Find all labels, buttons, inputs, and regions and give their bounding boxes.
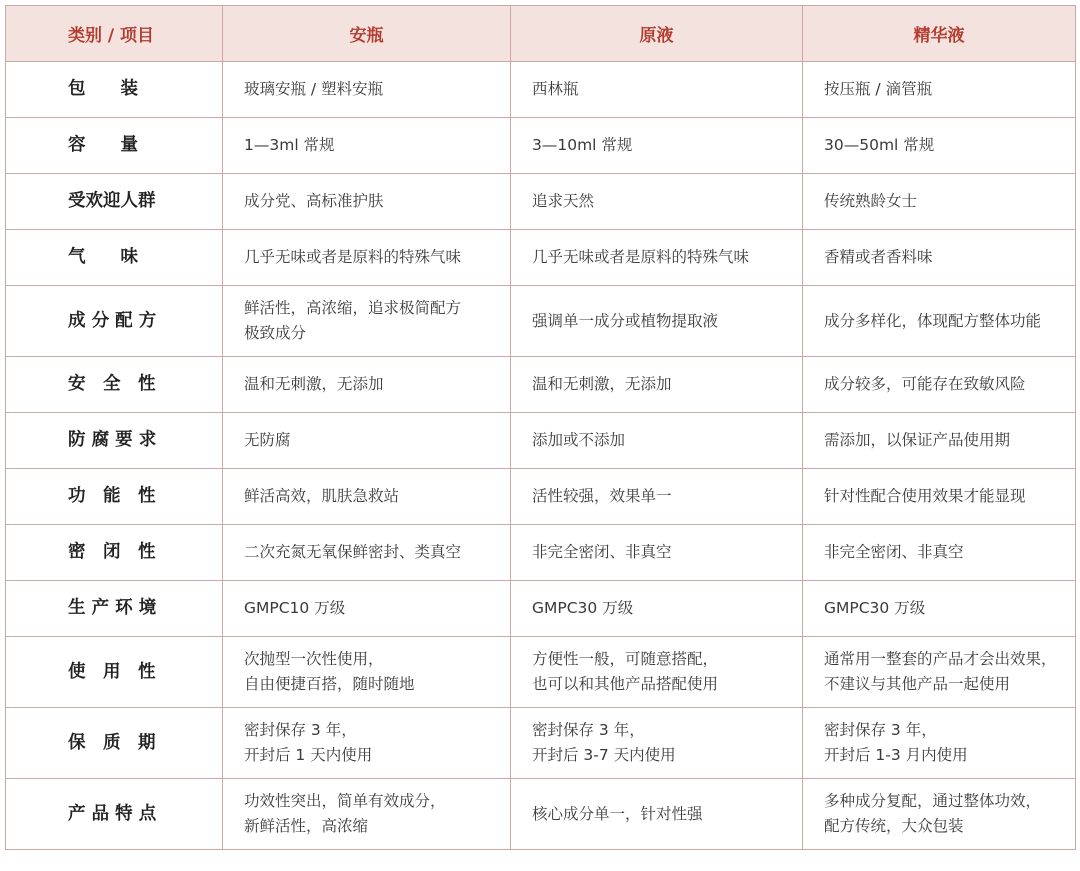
row-category-label	[6, 779, 223, 850]
stock-solution-cell-line: GMPC30 万级	[532, 599, 634, 617]
ampoule-cell	[223, 357, 511, 413]
stock-solution-cell	[511, 174, 803, 230]
header-category: 类别 / 项目	[6, 6, 223, 62]
ampoule-cell	[223, 779, 511, 850]
ampoule-cell-line: 1—3ml 常规	[244, 136, 335, 154]
stock-solution-cell-line: 3—10ml 常规	[532, 136, 633, 154]
stock-solution-cell-line: 非完全密闭、非真空	[532, 543, 672, 561]
stock-solution-cell	[511, 708, 803, 779]
ampoule-cell-line: 自由便捷百搭，随时随地	[244, 675, 415, 693]
ampoule-cell-line: 玻璃安瓶 / 塑料安瓶	[244, 80, 384, 98]
row-category-text: 包 装	[68, 79, 138, 99]
essence-cell-line: 按压瓶 / 滴管瓶	[824, 80, 933, 98]
table-row	[6, 357, 1076, 413]
row-category-text: 产 品 特 点	[68, 803, 157, 824]
row-category-label	[6, 581, 223, 637]
stock-solution-cell	[511, 469, 803, 525]
row-category-text: 保 质 期	[68, 732, 156, 753]
essence-cell	[803, 413, 1076, 469]
essence-cell-line: 针对性配合使用效果才能显现	[824, 487, 1026, 505]
table-row	[6, 230, 1076, 286]
essence-cell-line: 成分较多，可能存在致敏风险	[824, 375, 1026, 393]
essence-cell-line: 需添加，以保证产品使用期	[824, 431, 1011, 449]
stock-solution-cell-line: 几乎无味或者是原料的特殊气味	[532, 248, 750, 266]
stock-solution-cell-line: 方便性一般，可随意搭配，	[532, 650, 719, 668]
stock-solution-cell-line: 核心成分单一，针对性强	[532, 804, 703, 823]
ampoule-cell-line: 新鲜活性，高浓缩	[244, 817, 369, 835]
header-row	[6, 6, 1076, 62]
essence-cell-line: 传统熟龄女士	[824, 192, 918, 210]
row-category-label	[6, 62, 223, 118]
ampoule-cell-line: 无防腐	[244, 431, 291, 449]
row-category-label	[6, 413, 223, 469]
row-category-text: 安 全 性	[68, 374, 156, 394]
ampoule-cell	[223, 525, 511, 581]
ampoule-cell	[223, 413, 511, 469]
header-stock-solution: 原液	[511, 6, 803, 62]
header-ampoule: 安瓶	[223, 6, 511, 62]
comparison-table	[5, 5, 1076, 850]
table-row	[6, 118, 1076, 174]
row-category-text: 气 味	[68, 247, 138, 267]
stock-solution-cell	[511, 637, 803, 708]
ampoule-cell-line: 鲜活性，高浓缩，追求极简配方	[244, 299, 462, 317]
essence-cell	[803, 637, 1076, 708]
essence-cell	[803, 708, 1076, 779]
row-category-text: 容 量	[68, 135, 138, 155]
ampoule-cell-line: 次抛型一次性使用，	[244, 650, 384, 668]
table-row	[6, 174, 1076, 230]
header-essence: 精华液	[803, 6, 1076, 62]
stock-solution-cell	[511, 230, 803, 286]
ampoule-cell	[223, 286, 511, 357]
stock-solution-cell	[511, 286, 803, 357]
ampoule-cell	[223, 62, 511, 118]
essence-cell-line: 配方传统，大众包装	[824, 817, 964, 835]
row-category-text: 密 闭 性	[68, 542, 156, 562]
ampoule-cell-line: 温和无刺激，无添加	[244, 375, 384, 393]
stock-solution-cell-line: 开封后 3-7 天内使用	[532, 746, 676, 764]
ampoule-cell	[223, 174, 511, 230]
stock-solution-cell-line: 密封保存 3 年，	[532, 721, 645, 739]
stock-solution-cell	[511, 525, 803, 581]
row-category-text: 防 腐 要 求	[68, 430, 157, 450]
essence-cell	[803, 469, 1076, 525]
essence-cell-line: 30—50ml 常规	[824, 136, 935, 154]
table-row	[6, 708, 1076, 779]
row-category-text: 生 产 环 境	[68, 598, 157, 618]
essence-cell-line: 通常用一整套的产品才会出效果，	[824, 650, 1057, 668]
ampoule-cell-line: 二次充氮无氧保鲜密封、类真空	[244, 543, 462, 561]
essence-cell	[803, 581, 1076, 637]
ampoule-cell-line: 开封后 1 天内使用	[244, 746, 373, 764]
essence-cell-line: 密封保存 3 年，	[824, 721, 937, 739]
row-category-label	[6, 174, 223, 230]
essence-cell	[803, 525, 1076, 581]
stock-solution-cell	[511, 118, 803, 174]
essence-cell	[803, 779, 1076, 850]
ampoule-cell-line: 功效性突出，简单有效成分，	[244, 792, 446, 810]
ampoule-cell-line: 几乎无味或者是原料的特殊气味	[244, 248, 462, 266]
row-category-label	[6, 230, 223, 286]
comparison-table-container	[5, 5, 1075, 850]
essence-cell	[803, 230, 1076, 286]
row-category-text: 受欢迎人群	[68, 191, 156, 211]
table-body	[6, 62, 1076, 850]
stock-solution-cell-line: 添加或不添加	[532, 431, 626, 449]
stock-solution-cell	[511, 779, 803, 850]
stock-solution-cell-line: 强调单一成分或植物提取液	[532, 311, 719, 330]
table-row	[6, 62, 1076, 118]
row-category-label	[6, 118, 223, 174]
row-category-label	[6, 357, 223, 413]
essence-cell-line: 不建议与其他产品一起使用	[824, 675, 1011, 693]
ampoule-cell	[223, 637, 511, 708]
essence-cell	[803, 118, 1076, 174]
row-category-label	[6, 637, 223, 708]
essence-cell	[803, 62, 1076, 118]
ampoule-cell-line: 鲜活高效，肌肤急救站	[244, 487, 400, 505]
table-row	[6, 779, 1076, 850]
ampoule-cell	[223, 118, 511, 174]
stock-solution-cell-line: 也可以和其他产品搭配使用	[532, 675, 719, 693]
stock-solution-cell	[511, 581, 803, 637]
row-category-text: 功 能 性	[68, 486, 156, 506]
table-row	[6, 413, 1076, 469]
essence-cell-line: 多种成分复配，通过整体功效，	[824, 792, 1042, 810]
table-row	[6, 637, 1076, 708]
row-category-label	[6, 286, 223, 357]
stock-solution-cell	[511, 62, 803, 118]
stock-solution-cell-line: 追求天然	[532, 192, 595, 210]
stock-solution-cell-line: 温和无刺激，无添加	[532, 375, 672, 393]
ampoule-cell-line: 极致成分	[244, 324, 307, 342]
essence-cell-line: GMPC30 万级	[824, 599, 926, 617]
essence-cell-line: 非完全密闭、非真空	[824, 543, 964, 561]
ampoule-cell-line: 成分党、高标准护肤	[244, 192, 384, 210]
essence-cell	[803, 357, 1076, 413]
essence-cell	[803, 286, 1076, 357]
stock-solution-cell	[511, 357, 803, 413]
row-category-label	[6, 469, 223, 525]
table-row	[6, 286, 1076, 357]
table-row	[6, 581, 1076, 637]
table-row	[6, 469, 1076, 525]
ampoule-cell-line: GMPC10 万级	[244, 599, 346, 617]
ampoule-cell	[223, 581, 511, 637]
stock-solution-cell-line: 西林瓶	[532, 80, 579, 98]
row-category-text: 成 分 配 方	[68, 310, 157, 331]
essence-cell	[803, 174, 1076, 230]
ampoule-cell	[223, 469, 511, 525]
row-category-label	[6, 525, 223, 581]
essence-cell-line: 开封后 1-3 月内使用	[824, 746, 968, 764]
stock-solution-cell	[511, 413, 803, 469]
table-row	[6, 525, 1076, 581]
row-category-text: 使 用 性	[68, 661, 156, 682]
stock-solution-cell-line: 活性较强，效果单一	[532, 487, 672, 505]
ampoule-cell-line: 密封保存 3 年，	[244, 721, 357, 739]
essence-cell-line: 香精或者香料味	[824, 248, 933, 266]
row-category-label	[6, 708, 223, 779]
ampoule-cell	[223, 708, 511, 779]
ampoule-cell	[223, 230, 511, 286]
essence-cell-line: 成分多样化，体现配方整体功能	[824, 311, 1042, 330]
